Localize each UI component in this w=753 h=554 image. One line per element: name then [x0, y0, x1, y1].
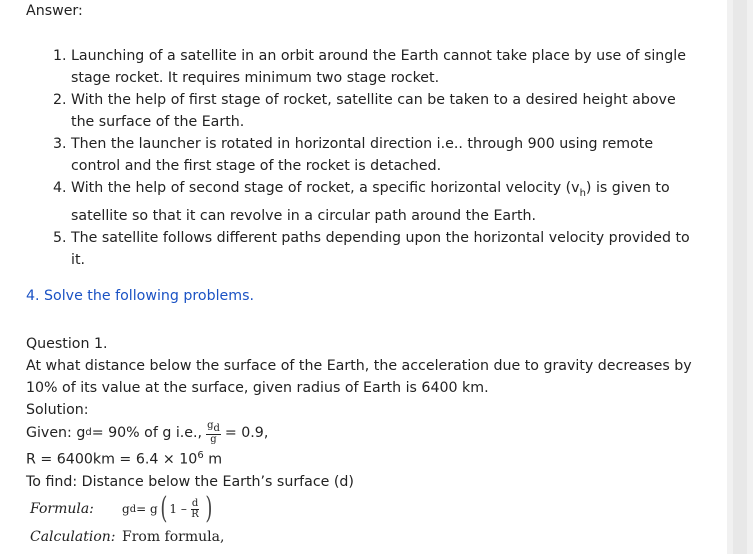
list-item: 5. The satellite follows different paths depending upon the horizontal velocity provided to it.: [71, 227, 701, 271]
given-prefix: Given: g: [26, 425, 86, 441]
calculation-text: From formula,: [122, 529, 225, 545]
to-find-line: To find: Distance below the Earth’s surface (d): [26, 473, 354, 490]
left-paren: (: [160, 491, 168, 526]
formula-fraction: $\frac{d}{R}$: [191, 497, 199, 520]
list-item: [71, 177, 701, 227]
radius-line: $R = 6400km = 6.4 \times 10^6$ m: [26, 450, 223, 468]
list-item: 2. With the help of first stage of rocket, satellite can be taken to a desired height above the surface of the Earth.: [71, 89, 701, 133]
ratio-fraction: [206, 421, 221, 445]
given-sub: d: [85, 427, 92, 438]
answer-steps-list: [26, 45, 701, 271]
list-item: 3. Then the launcher is rotated in horizontal direction i.e.. through 900 using remote control and the first stage of the rocket is detached.: [71, 133, 701, 177]
vertical-scrollbar[interactable]: [727, 0, 753, 554]
given-line: [26, 421, 706, 445]
section-heading: 4. Solve the following problems.: [26, 288, 254, 304]
step4-tail: ) is given to satellite so that it can revolve in a circular path around the Earth.: [71, 180, 670, 224]
formula-equation: g d = g ( 1 – $\frac{d}{R}$ ): [122, 491, 213, 526]
right-paren: ): [205, 491, 213, 526]
solution-label: Solution:: [26, 402, 89, 418]
question-text: At what distance below the surface of the Earth, the acceleration due to gravity decreases by 10% of its value at the surface, given radius of Earth is 6400 km.: [26, 358, 692, 396]
given-tail: = 0.9,: [224, 425, 269, 441]
formula-label: Formula:: [30, 501, 94, 517]
calculation-row: [30, 529, 224, 545]
question-block: [26, 333, 706, 493]
formula-row: [30, 491, 215, 526]
calculation-label: Calculation:: [30, 529, 116, 545]
step4-subscript: h: [579, 187, 586, 199]
scrollbar-thumb[interactable]: [733, 0, 747, 554]
question-title: Question 1.: [26, 336, 108, 352]
step4-text: With the help of second stage of rocket, a specific horizontal velocity (v: [71, 180, 580, 196]
given-mid: = 90% of g i.e.,: [91, 425, 203, 441]
fraction-numerator: $g_d$: [207, 420, 220, 434]
fraction-denominator: g: [210, 434, 217, 445]
list-item: 1. Launching of a satellite in an orbit around the Earth cannot take place by use of single stage rocket. It requires minimum two stage rocket.: [71, 45, 701, 89]
answer-label: Answer:: [26, 3, 83, 19]
